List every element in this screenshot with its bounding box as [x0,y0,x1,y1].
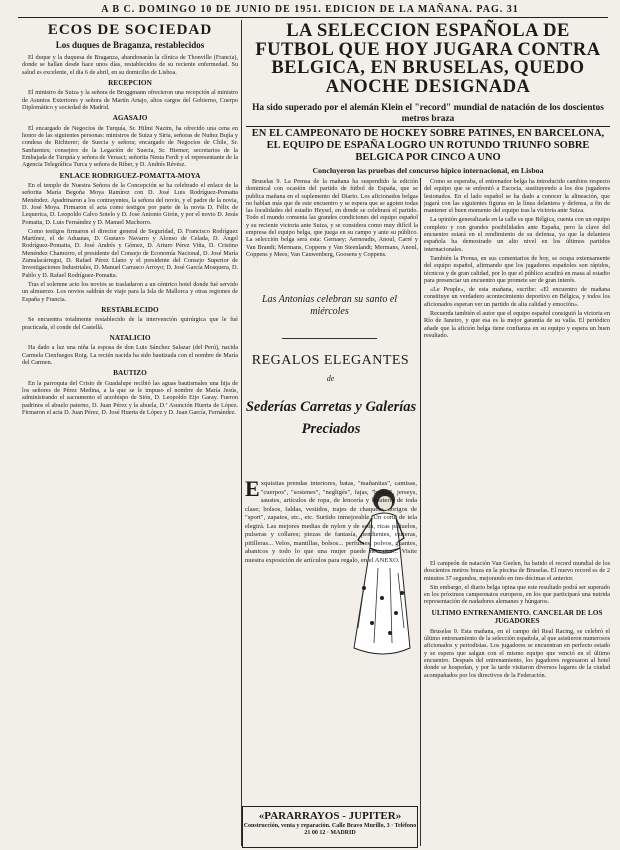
section-heading: AGASAJO [112,113,148,123]
column-divider [420,178,421,846]
section-heading: ENLACE RODRIGUEZ-POMATTA-MOYA [59,170,201,180]
advertisement [242,278,416,806]
pararrayos-ad [242,806,418,848]
hockey-headline: EN EL CAMPEONATO DE HOCKEY SOBRE PATINES, EN BARCELONA, EL EQUIPO DE ESPAÑA LOGRO UN ROTUNDO TRIUNFO SOBRE BELGICA POR CINCO A UNO [251,128,605,163]
header-rule [18,17,608,18]
ad-title: REGALOS ELEGANTES [251,353,410,368]
deck-rule [246,126,610,127]
pararrayos-line: Construcción, venta y reparación. Calle Bravo Murillo, 3 · Teléfono 21 00 12 · MADRID [243,823,417,836]
story-paragraph: «Le Peuple», de esta mañana, escribe: «El encuentro de mañana constituye un verdadero acontecimiento deportivo en Bélgica, y todos los aficionados esperan ver un partido de alta calidad y emoción». [424,286,610,308]
entrenamiento-heading: ULTIMO ENTRENAMIENTO. CANCELAR DE LOS JUGADORES [431,607,603,626]
left-title: ECOS DE SOCIEDAD [47,22,213,38]
story-paragraph: Como se esperaba, el entrenador belga ha introducido cambios respecto del equipo que se enfrentó a Escocia, sustituyendo a los dos jugadores lesionados. En el lado español se ha dado a conocer la alineación, que jugará con las siguientes figuras en la línea delantera y defensa, a fin de mantener el buen momento del equipo tras la victoria ante Suiza. [424,178,610,215]
story-col-c [424,560,610,846]
story-paragraph: Sin embargo, el diario belga opina que este resultado podrá ser superado en los próximos campeonatos europeos, en los que participará una nutrida representación de nadadores alemanes y húngaros. [424,583,610,606]
section-text: En el templo de Nuestra Señora de la Concepción se ha celebrado el enlace de la señorita María Begoña Moya Ramírez con D. José Luis Rodríguez-Pomatta Menéndez. Apadrinaron a los contrayentes, la señora del novio, y el padre de la novia, D. José Moya. Firmaron el acta como testigos por parte de la novia D. Félix de Lequerica, D. Leopoldo Calvo Sotelo y D. José Antonio Girón, y por el novio D. Jesús Pomatta, D. Luis Fernández y D. Manuel Machorro. [22,182,238,226]
section-text: El ministro de Suiza y la señora de Bruggmann ofrecieron una recepción al ministro de Asuntos Exteriores y señora de Martín Artajo, altos cargos del Gobierno, Cuerpo Diplomático y sociedad de Madrid. [22,89,238,111]
section-text: El encargado de Negocios de Turquía, Sr. Hilmi Nazim, ha ofrecido una cena en honor de las siguientes personas: ministros de Suiza y Siria, señoras de Nuñez Bujía y condesa de Richterer; de Suecia y señora; encargado de Negocios de Chile, Sr. Sanfuentes; consejero de la Legación de Suecia, Sr. Hiemer; secretarios de la Embajada de Turquía y señora de Versaci; señorita Nesta Ferdi y el representante de la Agencia Telegráfica Turca y señora de Riber, y D. Andrés Révész. [22,124,238,169]
section-heading: BAUTIZO [113,368,147,378]
ad-body-text: xquisitas prendas interiores, batas, "mañanitas", camisas, "cuerpos", "sostenes", "negligés", fajas, "bodys", jerseys, saustes, artículos de ropa, de lencería y bisutería de toda clase; bolsos, faldas, vestidos, trajes de chaqueta, abrigos de "sport", zapatos, etc., etc. Surtido inmejorable. Un corte de tela elegirá. Las mejores medias de nylon y de seda, ricas pañuelos, pulseras y collares; piezas de fantasía, pendientes, carteras, pitilleras... Velos, mantillas, bolsos... perfumes, polvos, guantes, abanicos y todo lo que una mujer puede necesitar... Visite nuestra exposición de artículos para regalo, en el ANEXO. [245,480,417,564]
story-col-b [424,178,610,558]
story-paragraph: Bruselas 9. La Prensa de la mañana ha suspendido la edición dominical con ocasión del partido de fútbol de España, que se publica mañana en el suplemento del Diario. Los aficionados belgas no hablan más que de este encuentro y se espera que se agoten todas las localidades del estadio Heysel, en donde se celebrará el partido. Todo el mundo comenta las grandes condiciones del equipo español y su reciente victoria ante Suiza, y se considera como muy difícil la empresa del equipo belga, que juega en su campo y ante su público. La selección belga será esta: Gernaey; Aernoudts, Anoul, Carré y Van Brandt; Mermans, Coppens y Van Steenlandt; Mermans, Anoul, Coppens y Mees; Van Cauwenberg, Goosens y Coppens. [246,178,418,258]
ad-rule [282,338,377,339]
section-heading: NATALICIO [109,332,151,342]
story-paragraph: El campeón de natación Van Geelen, ha batido el record mundial de los doscientos metros braza en la piscina de Bruselas. El nuevo record es de 2 minutos 37 segundos, mejorando en tres décimas el anterior. [424,560,610,582]
left-intro: El duque y la duquesa de Braganza, abandonarán la clínica de Thonville (Francia), donde se hallan desde hace unos días, restablecidos de su reciente enfermedad. Su salud es excelente, el día 6 de abril, en su domicilio de Lisboa. [22,54,238,76]
pararrayos-title: «PARARRAYOS - JUPITER» [258,810,402,822]
section-text: En la parroquia del Cristo de Guadalupe recibió las aguas bautismales una hija de los señores de Pérez Medina, a la que se le impuso el nombre de María Jesús, administrando el sacramento el arzobispo de Sión, D. Leopoldo Eijo Garay. Fueron padrinos el abuelo paterno, D. Juan Pérez y la abuela, D.ª Asunción Huerta de López. Firmaron el acta D. Juan Pérez, D. José Huerta de López y D. Juan García, Fernández. [22,379,238,416]
ad-dropcap: E [245,476,260,501]
left-subtitle: Los duques de Braganza, restablecidos [55,40,205,50]
ad-tagline: Las Antonias celebran su santo el miércoles [261,294,398,317]
section-text: Ha dado a luz una niña la esposa de don Luis Sánchez Salazar (del Perú), nacida Carmela Cienfuegos Roig. La recién nacida ha sido bautizada con el nombre de María del Carmen. [22,344,238,366]
story-paragraph: También la Prensa, en sus comentarios de hoy, se ocupa extensamente del equipo español, afirmando que los jugadores españoles son rápidos, técnicos y de gran calidad, por lo que el público acudirá en masa al estadio para presenciar un encuentro que promete ser de gran interés. [424,254,610,284]
story-paragraph: Bruselas 9. Esta mañana, en el campo del Real Racing, se celebró el último entrenamiento de la selección española, al que asistieron numerosos aficionados y periodistas. Los jugadores se encuentran en perfecto estado y se espera que salgan con el mismo equipo que venció en el último encuentro. Después del entrenamiento, los jugadores regresaron al hotel donde se hospedan, y por la tarde visitaron diversos lugares de la ciudad acompañados por los directivos de la Federación. [424,627,610,679]
section-text: Se encuentra totalmente restablecido de la intervención quirúrgica que le fué practicada, el conde del Castellá. [22,316,238,331]
section-heading: RECEPCION [108,77,152,87]
ad-de: de [326,374,335,383]
main-deck: Ha sido superado por el alemán Klein el "record" mundial de natación de los doscientos metros braza [252,103,604,124]
story-paragraph: La opinión generalizada en la calle es que Bélgica, cuenta con un equipo completo y con grandes posibilidades ante España, pero la clave del encuentro estará en el rendimiento de su defensa, ya que la delantera española ha demostrado un alto nivel en los últimos partidos internacionales. [424,216,610,253]
main-headline: LA SELECCION ESPAÑOLA DE FUTBOL QUE HOY JUGARA CONTRA BELGICA, EN BRUSELAS, QUEDO ANOCHE DESIGNADA [255,21,601,97]
section-text: Tras el solemne acto los novios se trasladaron a un céntrico hotel donde fué servido un almuerzo. Los novios saldrán de viaje para la Isla de Mallorca y otras regiones de España y Francia. [22,280,238,303]
story-col-a [246,178,418,276]
ad-brand: Sederías Carretas y Galerías Preciados [245,399,417,437]
ad-body [245,476,417,565]
page-header: A B C. DOMINGO 10 DE JUNIO DE 1951. EDICION DE LA MAÑANA. PAG. 31 [101,4,519,15]
section-text: Como testigos firmaron el director general de Seguridad, D. Francisco Rodríguez Martínez, el de Aduanas, D. Gustavo Navarro y Alonso de Celada, D. Ángel Rodríguez-Pomatta, D. José Andrés y Gómez, D. Arturo Pérez Viña, D. Cristino Menéndez Chamorro, el presidente del Consejo de Economía Nacional, D. José María Zumalacárregui, D. Rafael Pérez Llano y el presidente del Consejo Superior de Investigaciones Industriales, D. Manuel Carrasco Arroyo; D. José García Mosquera, D. Pablo y D. Rafael Rodríguez-Pomatta. [22,227,238,279]
left-column [22,22,238,845]
section-heading: RESTABLECIDO [101,304,159,314]
story-paragraph: Recuerda también el autor que el equipo español consiguió la victoria en Río de Janeiro, y que esa es la mejor garantía de su valía. El periódico añade que la afición belga tiene confianza en su equipo y espera un buen resultado. [424,310,610,339]
lisboa-deck: Concluyeron las pruebas del concurso hípico internacional, en Lisboa [312,166,544,175]
